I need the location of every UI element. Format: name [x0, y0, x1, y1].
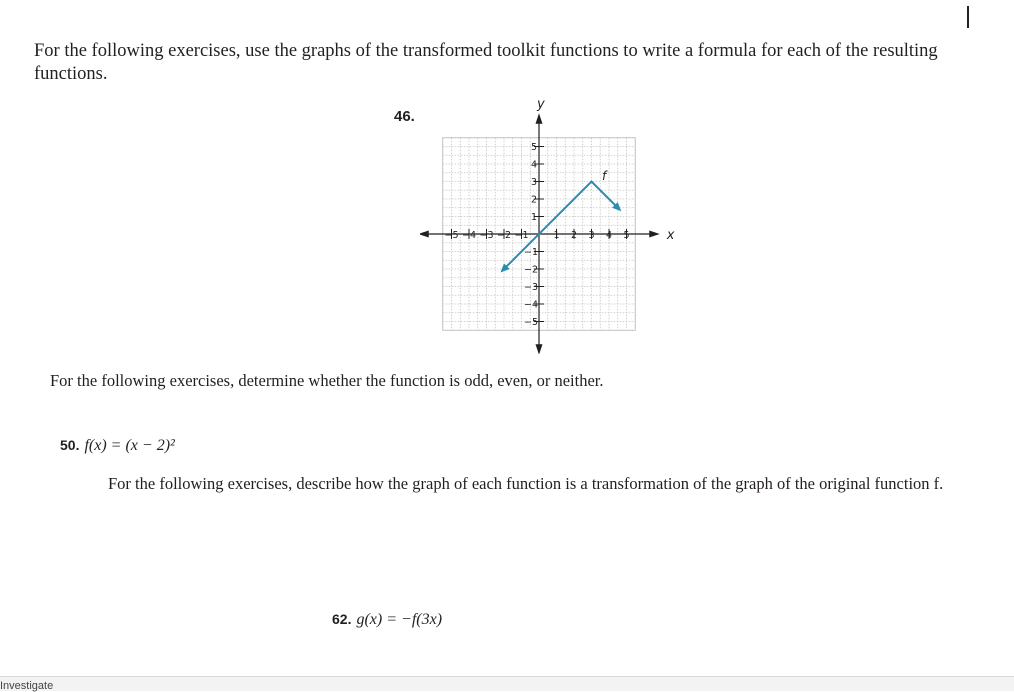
x-tick-label: 4 [605, 230, 613, 241]
y-tick-label: −2 [523, 264, 538, 276]
y-tick-label: 2 [530, 194, 537, 206]
investigate-label: Investigate [0, 680, 54, 692]
exercise-50-number: 50. [60, 437, 80, 453]
y-tick-label: 5 [530, 142, 537, 153]
graph-curve [500, 169, 621, 273]
bottom-status-bar [0, 676, 1014, 691]
x-axis-arrow-left [420, 231, 429, 238]
y-tick-label: 4 [530, 159, 537, 171]
y-tick-label: −4 [523, 299, 538, 311]
curve-label: f [602, 168, 607, 183]
x-tick-label: 1 [553, 230, 560, 241]
instruction-transform: For the following exercises, describe how the graph of each function is a transformation of the graph of the original function f. [108, 474, 944, 493]
exercise-50-formula: f(x) = (x − 2)² [84, 437, 175, 454]
y-tick-label: 1 [530, 212, 537, 223]
x-tick-label: −5 [444, 230, 459, 241]
instruction-formula: For the following exercises, use the graphs of the transformed toolkit functions to write a formula for each of the resulting functions. [34, 41, 938, 84]
exercise-50 [60, 437, 175, 455]
y-axis-label: y [537, 97, 545, 112]
x-axis-arrow-right [649, 231, 660, 238]
y-tick-label: 3 [530, 177, 537, 188]
investigate-button[interactable] [0, 680, 53, 692]
y-tick-label: −1 [523, 247, 538, 258]
exercise-62-formula: g(x) = −f(3x) [356, 611, 443, 628]
exercise-62 [332, 611, 442, 629]
exercise-46-graph [420, 96, 680, 354]
exercise-62-number: 62. [332, 611, 352, 627]
y-axis-arrow-down [536, 344, 543, 354]
x-tick-label: −3 [479, 230, 494, 241]
instruction-odd-even: For the following exercises, determine whether the function is odd, even, or neither. [50, 371, 604, 390]
x-tick-label: −2 [496, 230, 512, 241]
x-axis-label: x [666, 228, 675, 243]
x-tick-label: −1 [514, 230, 529, 241]
x-tick-label: 2 [570, 230, 578, 241]
text-cursor [967, 6, 969, 28]
x-tick-label: −4 [461, 230, 477, 241]
exercise-46-number: 46. [394, 108, 415, 125]
x-tick-label: 5 [623, 230, 630, 241]
x-tick-label: 3 [588, 230, 595, 241]
y-axis-arrow-up [536, 113, 543, 124]
y-tick-label: −3 [523, 282, 538, 293]
y-tick-label: −5 [523, 317, 538, 328]
